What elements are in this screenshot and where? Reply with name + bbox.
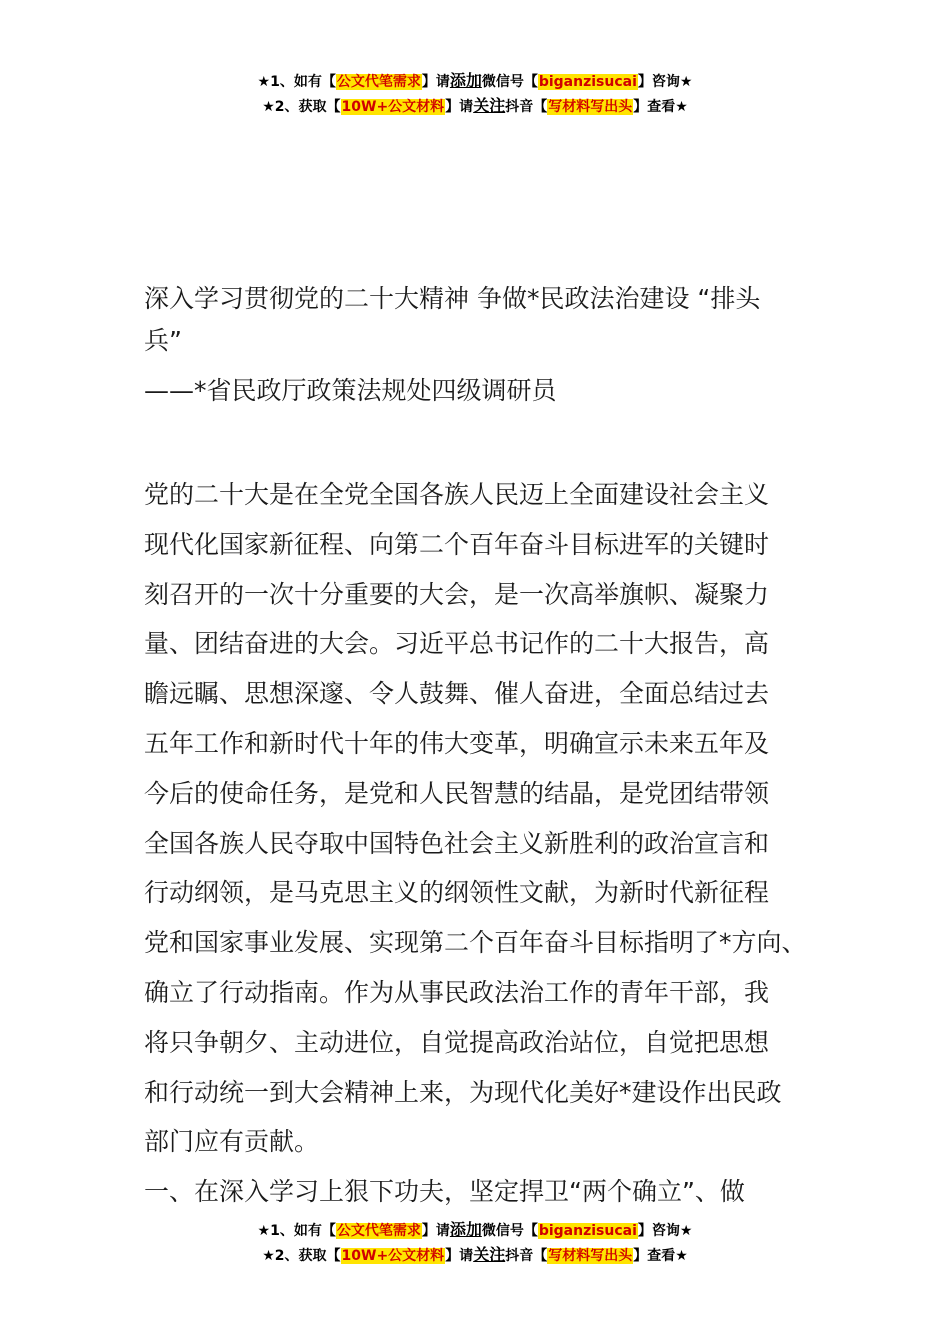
body-line: 瞻远瞩、思想深邃、令人鼓舞、催人奋进，全面总结过去 (144, 679, 770, 709)
banner-emphasis: 添加 (449, 71, 482, 90)
banner-douyin-id: 写材料写出头 (548, 1248, 633, 1264)
banner-text: 】查看★ (633, 1248, 688, 1264)
banner-line-1 (0, 1218, 950, 1243)
banner-emphasis: 添加 (449, 1220, 482, 1239)
banner-text: 抖音【 (505, 1248, 548, 1264)
body-line: 行动纲领，是马克思主义的纲领性文献，为新时代新征程 (144, 878, 770, 908)
banner-highlight: 公文代笔需求 (336, 1223, 421, 1239)
article-body (144, 470, 824, 1217)
banner-text: 】咨询★ (637, 74, 693, 90)
body-line: 刻召开的一次十分重要的大会，是一次高举旗帜、凝聚力 (144, 579, 770, 609)
banner-line-2 (0, 94, 950, 119)
banner-text: ★1、如有【 (257, 1223, 336, 1239)
body-line: 今后的使命任务，是党和人民智慧的结晶，是党团结带领 (144, 778, 770, 808)
author-line: ——*省民政厅政策法规处四级调研员 (144, 376, 557, 405)
body-line: 五年工作和新时代十年的伟大变革，明确宣示未来五年及 (144, 728, 770, 758)
title-line: 兵” (144, 326, 182, 355)
banner-highlight: 公文代笔需求 (336, 74, 421, 90)
banner-text: ★2、获取【 (262, 1248, 341, 1264)
banner-douyin-id: 写材料写出头 (548, 99, 633, 115)
header-banner (0, 69, 950, 119)
body-line: 党的二十大是在全党全国各族人民迈上全面建设社会主义 (144, 480, 770, 509)
body-line: 现代化国家新征程、向第二个百年奋斗目标进军的关键时 (144, 529, 770, 559)
banner-emphasis: 关注 (473, 1245, 506, 1264)
body-line: 部门应有贡献。 (144, 1127, 320, 1157)
banner-text: 】请 (445, 99, 474, 115)
banner-text: 】咨询★ (637, 1223, 693, 1239)
section-heading: 一、在深入学习上狠下功夫，坚定捍卫“两个确立”、做 (144, 1177, 745, 1207)
banner-highlight: 10W+公文材料 (341, 99, 445, 115)
banner-text: 】请 (421, 1223, 450, 1239)
banner-text: 】请 (445, 1248, 474, 1264)
banner-line-1 (0, 69, 950, 94)
footer-banner (0, 1218, 950, 1268)
banner-text: 微信号【 (481, 74, 538, 90)
body-line: 和行动统一到大会精神上来，为现代化美好*建设作出民政 (144, 1077, 782, 1107)
banner-line-2 (0, 1243, 950, 1268)
banner-text: 】请 (421, 74, 450, 90)
banner-wechat-id: biganzisucai (538, 1223, 637, 1239)
title-line: 深入学习贯彻党的二十大精神 争做*民政法治建设 “排头 (144, 284, 761, 313)
banner-highlight: 10W+公文材料 (341, 1248, 445, 1264)
body-line: 全国各族人民夺取中国特色社会主义新胜利的政治宣言和 (144, 828, 770, 858)
banner-text: 】查看★ (633, 99, 688, 115)
banner-text: 抖音【 (505, 99, 548, 115)
banner-text: ★2、获取【 (262, 99, 341, 115)
body-line: 党和国家事业发展、实现第二个百年奋斗目标指明了*方向、 (144, 928, 807, 958)
body-line: 量、团结奋进的大会。习近平总书记作的二十大报告，高 (144, 629, 770, 659)
banner-text: 微信号【 (481, 1223, 538, 1239)
banner-emphasis: 关注 (473, 96, 506, 115)
body-line: 将只争朝夕、主动进位，自觉提高政治站位，自觉把思想 (144, 1027, 770, 1057)
banner-wechat-id: biganzisucai (538, 74, 637, 90)
banner-text: ★1、如有【 (257, 74, 336, 90)
article-title (144, 278, 814, 362)
body-line: 确立了行动指南。作为从事民政法治工作的青年干部，我 (144, 977, 770, 1007)
